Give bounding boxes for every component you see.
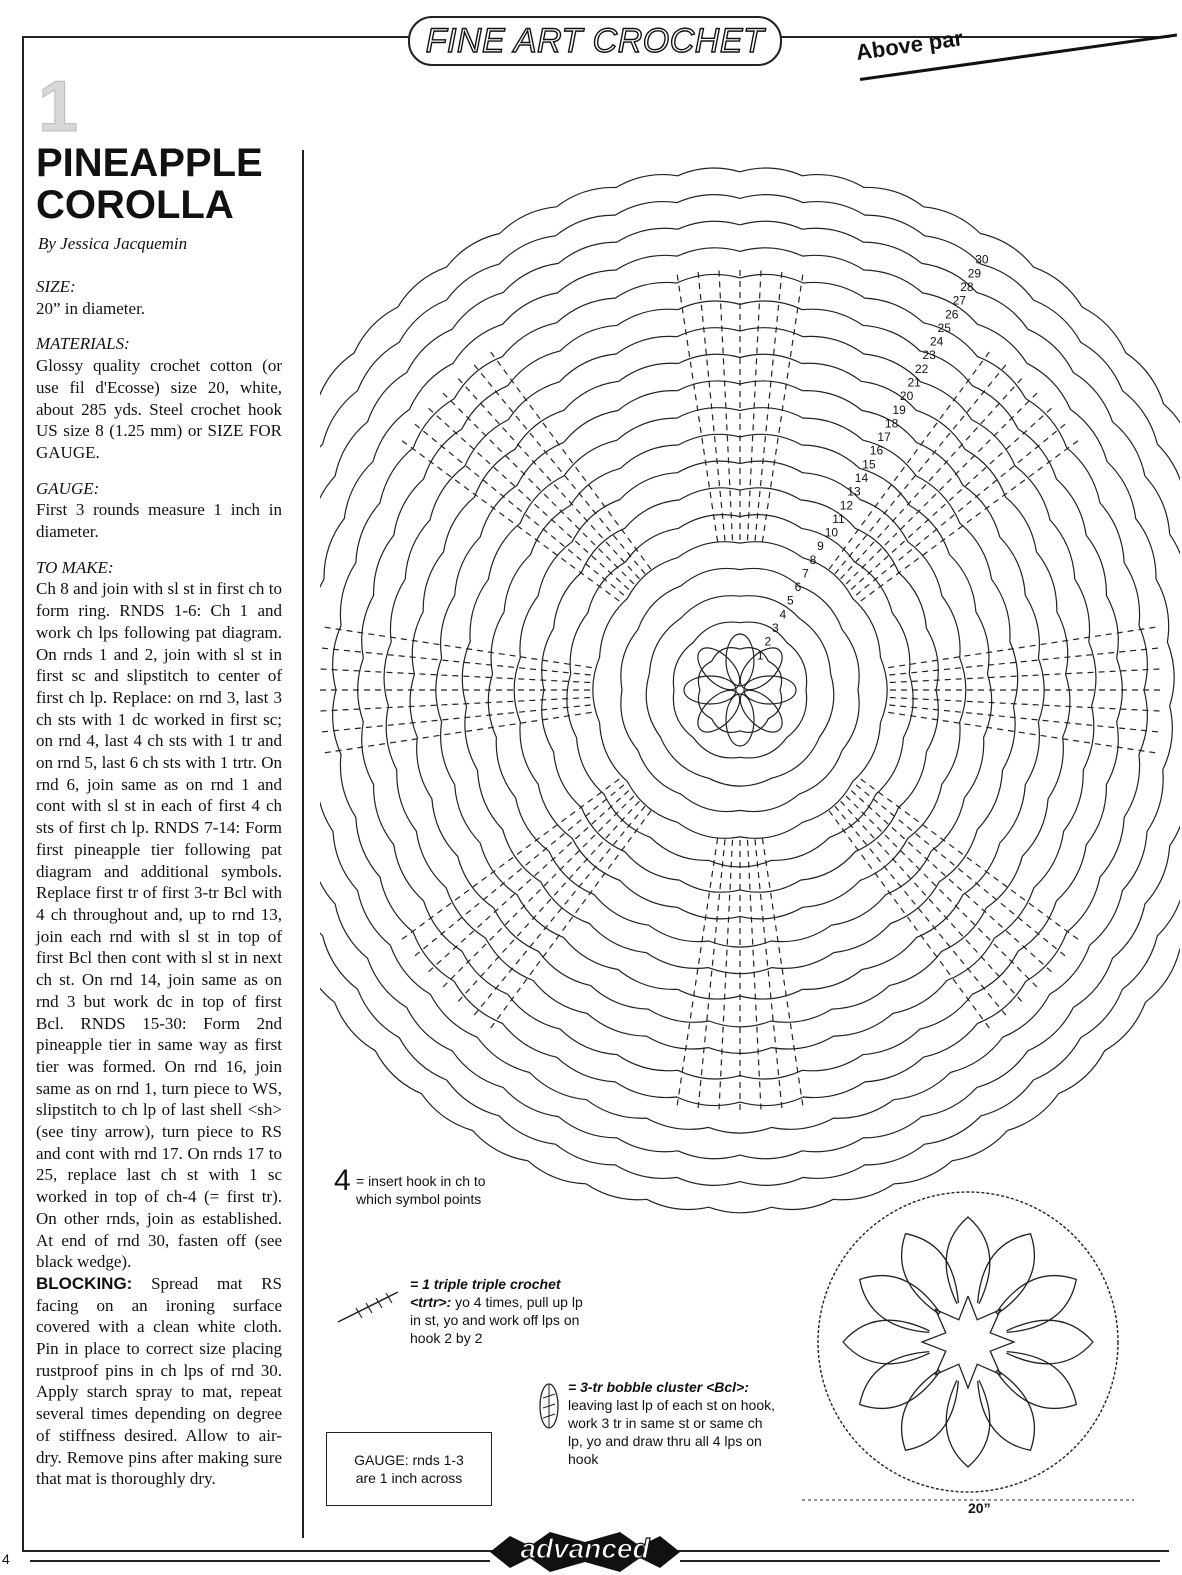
bobble-cluster-symbol-icon [536, 1380, 562, 1432]
round-number-label: 2 [764, 634, 772, 649]
materials-text: Glossy quality crochet cotton (or use fil d'Ecosse) size 20, white, about 285 yds. Steel crochet hook US size 8 (1.25 mm) or SIZE FOR GAUGE. [36, 356, 282, 462]
round-number-label: 13 [847, 484, 861, 499]
star-petal [902, 1370, 959, 1451]
star-petal [978, 1234, 1035, 1315]
round-number-label: 6 [794, 580, 802, 595]
byline: By Jessica Jacquemin [38, 234, 188, 253]
stitch-line [748, 271, 762, 541]
round-number-label: 20 [899, 389, 914, 404]
round-number-label: 11 [832, 511, 845, 526]
layout-star-diagram [800, 1180, 1140, 1510]
stitch-round [593, 542, 887, 839]
round-number-label: 15 [862, 457, 876, 472]
stitch-line [890, 698, 1160, 712]
corner-tag: Above par [854, 25, 965, 66]
round-number-label: 17 [877, 430, 891, 445]
footer-rule-right [680, 1560, 1160, 1562]
magazine-banner: FINE ART CROCHET [408, 16, 782, 66]
star-petal [946, 1380, 990, 1467]
pattern-title [36, 142, 263, 226]
stitch-diagram [320, 110, 1180, 1230]
round-number-label: 18 [884, 416, 899, 431]
stitch-line [698, 272, 725, 541]
insert-hook-symbol-icon: 4 [334, 1164, 351, 1197]
round-number-label: 29 [967, 266, 982, 281]
stitch-line [748, 840, 762, 1110]
stitch-line [458, 379, 639, 579]
round-number-label: 26 [945, 307, 959, 322]
round-number-label: 8 [809, 552, 817, 567]
stitch-line [851, 791, 1051, 972]
blocking-heading: BLOCKING: [36, 1273, 133, 1293]
star-petal [996, 1276, 1077, 1333]
materials-heading: MATERIALS: [36, 334, 130, 354]
legend-trtr-term: = 1 triple triple crochet <trtr>: [410, 1276, 561, 1310]
round-number-label: 1 [756, 648, 764, 663]
gauge-text: First 3 rounds measure 1 inch in diameter. [36, 500, 282, 542]
trtr-symbol-icon [334, 1286, 404, 1326]
round-number-label: 23 [922, 348, 936, 363]
star-center [922, 1296, 1014, 1388]
round-number-label: 5 [787, 593, 794, 608]
page-number: 4 [2, 1551, 10, 1567]
legend-bcl [568, 1378, 778, 1468]
round-number-label: 3 [772, 621, 779, 635]
stitch-line [719, 271, 733, 541]
stitch-round [621, 568, 859, 811]
round-number-label: 7 [802, 566, 809, 581]
difficulty-badge: advanced [520, 1533, 650, 1564]
round-number-label: 10 [824, 525, 839, 540]
stitch-line [846, 393, 1037, 584]
round-number-label: 9 [817, 539, 824, 554]
legend-insert [334, 1164, 506, 1208]
stitch-round [698, 648, 781, 733]
stitch-line [890, 669, 1160, 683]
round-number-label: 22 [915, 361, 929, 376]
stitch-line [429, 791, 629, 972]
stitch-round [567, 515, 913, 867]
round-number-label: 16 [869, 443, 884, 458]
title-line-2: COROLLA [36, 183, 234, 227]
tomake-heading: TO MAKE: [36, 557, 114, 577]
star-petal [946, 1217, 990, 1304]
stitch-line [321, 698, 591, 712]
legend-bcl-text: leaving last lp of each st on hook, work 3 tr in same st or same ch lp, yo and draw thru all 4 lps on hook [568, 1397, 776, 1467]
star-petal [843, 1320, 930, 1364]
size-text: 20” in diameter. [36, 298, 146, 318]
legend-trtr-text: yo 4 times, pull up lp in st, yo and work off lps on hook 2 by 2 [410, 1294, 583, 1346]
gauge-box-line-1: GAUGE: rnds 1-3 [354, 1452, 464, 1468]
round-number-label: 19 [892, 402, 906, 417]
instructions-column [36, 276, 282, 1490]
star-petal [1006, 1320, 1093, 1364]
stitch-line [846, 796, 1037, 987]
tomake-text: Ch 8 and join with sl st in first ch to form ring. RNDS 1-6: Ch 1 and work ch lps following pat diagram. On rnds 1 and 2, join with sl st in first sc and slipstitch to center of first ch lp. Replace: on rnd 3, last 3 ch sts with 1 dc worked in first sc; on rnd 4, last 4 ch sts with 1 tr and on rnd 5, last 6 ch sts with 1 trtr. On rnd 6, join same as on rnd 1 and cont with sl st in each of first 4 ch sts of first ch lp. RNDS 7-14: Form first pineapple tier following pat diagram and additional symbols. Replace first tr of first 3-tr Bcl with 4 ch throughout and, up to rnd 13, join each rnd with sl st in top of first Bcl then cont with sl st in next ch st. On rnd 14, join same as on rnd 3 but work dc in top of first Bcl. RNDS 15-30: Form 2nd pineapple tier in same way as first tier was formed. On rnd 16, join same as on rnd 1, turn piece to WS, slipstitch to ch lp of last shell <sh> (see tiny arrow), turn piece to RS and cont with rnd 17. On rnds 17 to 25, replace last ch st with 1 sc worked in top of ch-4 (= first tr). On other rnds, join as established. At end of rnd 30, fasten off (see black wedge). [36, 579, 282, 1272]
stitch-line [443, 393, 634, 584]
star-petal [978, 1370, 1035, 1451]
footer-rule-left [30, 1560, 490, 1562]
stitch-round [488, 434, 991, 947]
stitch-line [443, 796, 634, 987]
round-number-label: 12 [839, 498, 854, 513]
stitch-line [835, 806, 1006, 1015]
round-number-label: 24 [930, 334, 944, 349]
title-line-1: PINEAPPLE [36, 141, 263, 185]
diameter-label: 20” [968, 1500, 991, 1516]
stitch-round [673, 622, 806, 758]
round-number-label: 4 [779, 607, 787, 622]
round-number-label: 21 [907, 375, 921, 390]
stitch-round [542, 488, 939, 892]
gauge-box [326, 1432, 492, 1506]
round-number-label: 28 [960, 280, 974, 294]
legend-trtr [410, 1275, 590, 1347]
column-divider [302, 150, 304, 1538]
star-petal [860, 1276, 941, 1333]
star-petal [860, 1352, 941, 1409]
stitch-line [755, 272, 782, 541]
stitch-line [755, 839, 782, 1108]
stitch-line [429, 408, 629, 589]
stitch-line [698, 839, 725, 1108]
stitch-round [514, 461, 966, 919]
round-number-label: 30 [975, 252, 989, 267]
round-number-label: 25 [937, 320, 951, 335]
stitch-line [474, 365, 645, 574]
legend-bcl-term: = 3-tr bobble cluster <Bcl>: [568, 1379, 749, 1395]
blocking-text: Spread mat RS facing on an ironing surface covered with a clean white cloth. Pin in place to correct size placing rustproof pins in ch lps of rnd 30. Apply starch spray to mat, repeat several times depending on degree of stiffness desired. Allow to air-dry. Remove pins after making sure that mat is thoroughly dry. [36, 1273, 283, 1489]
gauge-heading: GAUGE: [36, 478, 100, 498]
legend-insert-text: = insert hook in ch to which symbol points [356, 1173, 486, 1207]
pattern-number: 1 [38, 67, 79, 147]
size-heading: SIZE: [36, 277, 76, 296]
stitch-line [719, 840, 733, 1110]
stitch-line [474, 806, 645, 1015]
round-number-label: 14 [854, 471, 869, 485]
star-petal [996, 1352, 1077, 1409]
gauge-box-line-2: are 1 inch across [355, 1470, 463, 1486]
round-number-label: 27 [952, 293, 966, 308]
star-petal [902, 1234, 959, 1315]
stitch-line [321, 669, 591, 683]
stitch-line [835, 365, 1006, 574]
